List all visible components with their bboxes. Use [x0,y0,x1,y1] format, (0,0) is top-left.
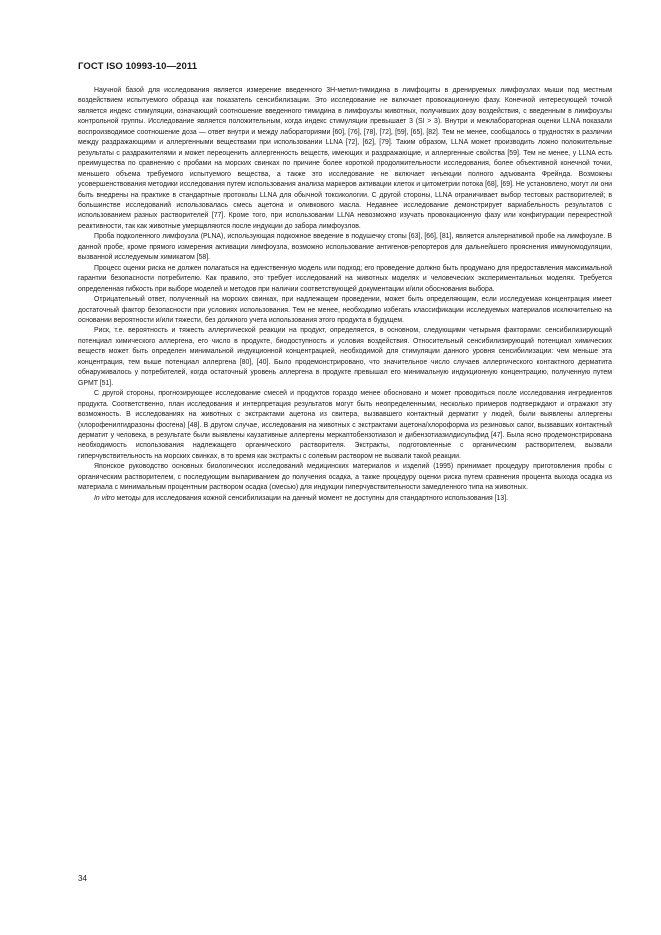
paragraph: Риск, т.е. вероятность и тяжесть аллергической реакции на продукт, определяется, в основном, следующими четырьмя факторами: сенсибилизирующий потенциал химического аллергена, его число в продукте, биодоступность и условия воздействия. Относительный сенсибилизирующий потенциал химических веществ может быть определен минимальной индукционной концентрацией, необходимой для стимуляции данного уровня сенсибилизации: чем меньше эта концентрация, тем выше потенциал аллергена [80], [40]. Было продемонстрировано, что значительное число случаев аллергического контактного дерматита обнаруживалось у потребителей, когда остаточный уровень аллергена в продукте превышал его минимальную индукционную концентрацию, полученную путем GPMT [51]. [78,327,612,387]
paragraph: Японское руководство основных биологических исследований медицинских материалов и изделий (1995) принимает процедуру приготовления пробы с органическим растворителем, с последующим выпариванием до получения осадка, а также процедуру оценки риска путем сравнения процента выхода осадка из материала с минимальным процентным раствором осадка (смесью) для индукции гиперчувствительности замедленного типа на животных. [78,463,612,492]
paragraph: С другой стороны, прогнозирующее исследование смесей и продуктов гораздо менее обосновано и может проводиться после исследования ингредиентов продукта. Соответственно, план исследования и интерпретация результатов могут быть неопределенными, несколько примеров подтверждают и отражают эту возможность. В исследованиях на животных с экстрактами ацетона из свитера, вызвавшего контактный дерматит у людей, были выявлены аллергены (хлорофенилгидразоны фосгена) [48]. В другом случае, исследования на животных с экстрактами ацетона/хлороформа из резиновых сапог, вызвавших контактный дерматит у человека, в результате были выявлены каузативные аллергены меркаптобензотиазол и дибензотиазилдисульфид [47]. Была ясно продемонстрирована необходимость использования надлежащего органического растворителя. Экстракты, подготовленные с органическим растворителем, вызвали гиперчувствительность на морских свинках, в то время как экстракты с солевым раствором не вызвали такой реакции. [78,390,612,460]
page-number: 34 [78,874,87,883]
paragraph: Научной базой для исследования является измерение введенного 3Н-метил-тимидина в лимфоциты в дренируемых лимфоузлах мыши под местным воздействием испытуемого образца как показатель сенсибилизации. Это исследование не включает провокационную фазу. Конечной интересующей точкой является индекс стимуляции, означающий соотношение введенного тимидина в лимфоузлы животных, получивших дозу воздействия, с введенным в лимфоузлы контрольной группы. Исследование является положительным, когда индекс стимуляции превышает 3 (SI > 3). Внутри и межлабораторная оценки LLNA показали воспроизводимое соотношение доза — ответ внутри и между лабораториями [60], [76], [78], [72], [59], [65], [82]. Тем не менее, сообщалось о трудностях в различии между раздражающими и аллергенными веществами при использовании LLNA [72], [62], [79]. Таким образом, LLNA может производить ложно положительные результаты с раздражителями и может переоценить аллергенность веществ, имеющих и раздражающие, и аллергенные свойства [59]. Тем не менее, у LLNA есть преимущества по сравнению с пробами на морских свинках по причине более короткой продолжительности исследования, более объективной конечной точки, меньшего объема требуемого испытуемого вещества, а также это исследование не включает инъекции полного адъюванта Фрейнда. Возможны усовершенствования методики исследования путем использования анализа маркеров активации клеток и цитометрии потока [68], [69]. Не установлено, могут ли они быть внедрены на практике в стандартные протоколы LLNA для обычной токсикологии. С другой стороны, LLNA ограничивает выбор тестовых растворителей; в большинстве исследований использовалась смесь ацетона и оливкового масла. Недавнее исследование демонстрирует вариабельность результатов с использованием разных растворителей [77]. Кроме того, при использовании LLNA невозможно изучать провокационную фазу или конфигурации перекрестной реактивности, так как животные умерщвляются после индукции до забора лимфоузлов. [78,87,612,230]
italic-term: In vitro [94,494,115,502]
paragraph: Проба подколенного лимфоузла (PLNA), использующая подкожное введение в подушечку стопы [63], [66], [81], является альтернативой пробе на лимфоузле. В данной пробе, кроме прямого измерения активации лимфоузла, возможно использование антигенов-репортеров для дальнейшего прояснения иммуномодуляции, вызванной исследуемым химикатом [58]. [78,233,612,262]
body-text [78,86,612,504]
document-header: ГОСТ ISO 10993-10—2011 [78,61,198,72]
paragraph: Процесс оценки риска не должен полагаться на единственную модель или подход; его проведение должно быть продумано для предоставления максимальной гарантии безопасности потребителю. Как правило, это требует исследований на животных моделях и человеческих экспериментальных моделях. Требуется определенная гибкость при выборе моделей и методов при наличии соответствующей документации и/или обоснования выбора. [78,264,612,293]
paragraph: Отрицательный ответ, полученный на морских свинках, при надлежащем проведении, может быть определяющим, если исследуемая концентрация имеет достаточный фактор безопасности при условиях использования. Тем не менее, необходимо избегать классификации исследуемых материалов исключительно на основании вероятности и/или тяжести, без должного учета использования этого продукта в будущем. [78,296,612,324]
paragraph-in-vitro [78,494,612,504]
paragraph-text: методы для исследования кожной сенсибилизации на данный момент не доступны для стандартного использования [13]. [114,494,509,502]
